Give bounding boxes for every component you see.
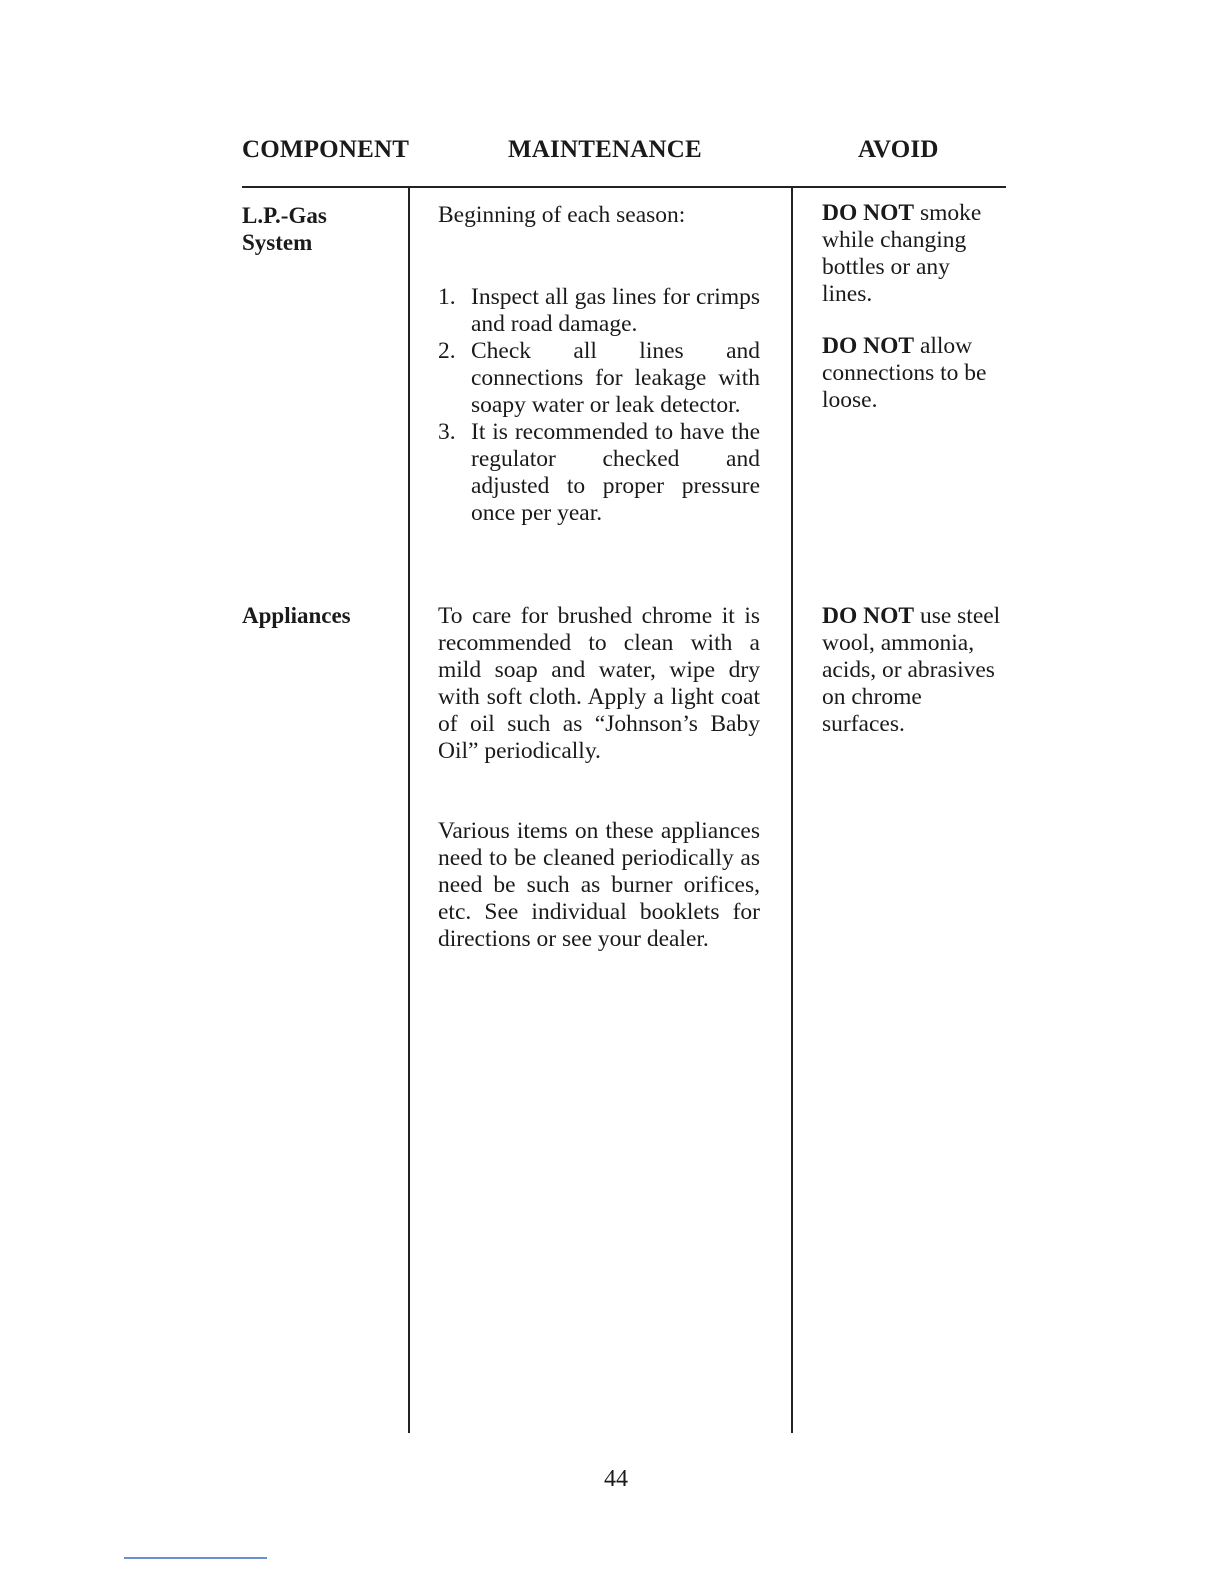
list-item [438, 419, 760, 527]
do-not-label: DO NOT [822, 603, 915, 629]
avoid-loose-connections-note [822, 333, 1002, 414]
avoid-text: allow connections to be loose. [822, 333, 987, 413]
list-item-number: 2. [438, 338, 456, 364]
avoid-smoking-note [822, 200, 1002, 308]
scan-edge-mark [124, 1557, 267, 1559]
list-item-text: It is recommended to have the regulator checked and adjusted to proper pressure once per year. [471, 419, 760, 526]
table-header-rule [242, 186, 1006, 188]
avoid-text: smoke while changing bottles or any lines. [822, 200, 982, 307]
avoid-abrasives-note [822, 603, 1002, 738]
list-item-number: 1. [438, 284, 456, 310]
column-divider-left [408, 187, 410, 1433]
header-maintenance: MAINTENANCE [508, 136, 702, 163]
do-not-label: DO NOT [822, 333, 915, 359]
list-item-number: 3. [438, 419, 456, 445]
avoid-text: use steel wool, ammonia, acids, or abrasives on chrome surfaces. [822, 603, 1001, 737]
list-item-text: Check all lines and connections for leakage with soapy water or leak detector. [471, 338, 760, 418]
list-item-text: Inspect all gas lines for crimps and road damage. [471, 284, 760, 337]
lp-gas-maintenance-list [438, 284, 760, 527]
appliances-chrome-care-paragraph: To care for brushed chrome it is recommended to clean with a mild soap and water, wipe dry with soft cloth. Apply a light coat of oil such as “Johnson’s Baby Oil” periodically. [438, 603, 760, 764]
header-avoid: AVOID [858, 136, 939, 163]
page-number: 44 [604, 1466, 628, 1492]
do-not-label: DO NOT [822, 200, 915, 226]
appliances-cleaning-paragraph: Various items on these appliances need to be cleaned periodically as need be such as burner orifices, etc. See individual booklets for directions or see your dealer. [438, 818, 760, 952]
component-appliances: Appliances [242, 603, 351, 628]
component-lp-gas-system: L.P.-Gas System [242, 203, 327, 255]
column-divider-right [791, 187, 793, 1433]
header-component: COMPONENT [242, 136, 410, 163]
list-item [438, 338, 760, 419]
lp-gas-maintenance-intro: Beginning of each season: [438, 202, 686, 228]
list-item [438, 284, 760, 338]
